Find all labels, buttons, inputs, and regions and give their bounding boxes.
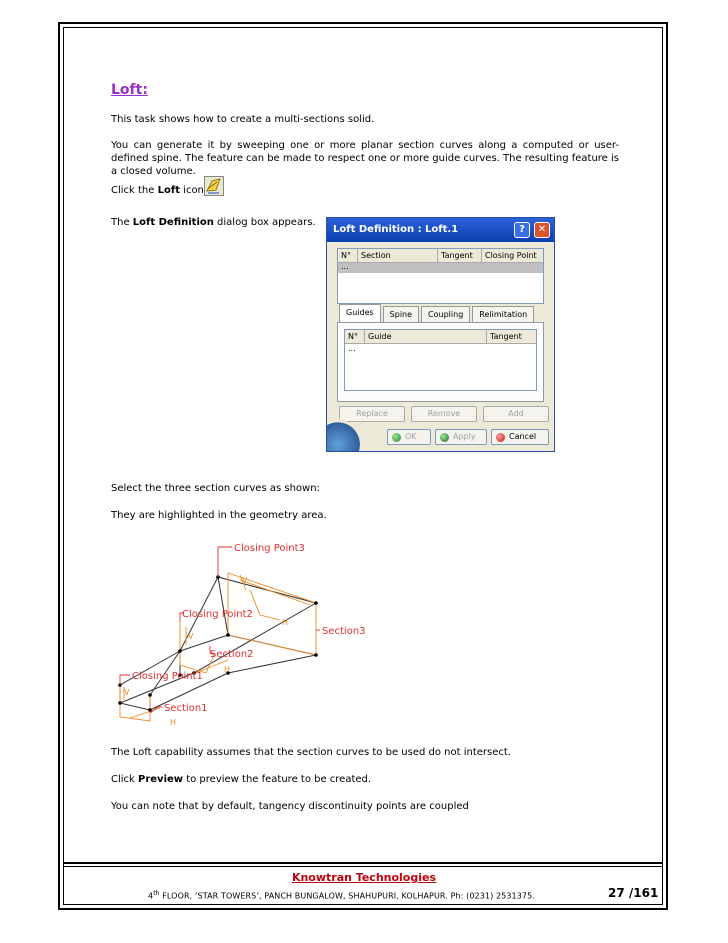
- col-tangent: Tangent: [438, 249, 482, 262]
- tab-relimitation[interactable]: Relimitation: [472, 306, 534, 322]
- col-guide-tangent: Tangent: [490, 332, 522, 341]
- tab-coupling[interactable]: Coupling: [421, 306, 470, 322]
- dialog-decoration: [327, 418, 363, 451]
- tab-bar: [339, 306, 536, 322]
- label-section1: Section1: [164, 703, 208, 714]
- section-list-header: [338, 249, 543, 263]
- ok-button[interactable]: [387, 429, 431, 445]
- footer-rule: [63, 862, 663, 864]
- select-instruction: Select the three section curves as shown:: [111, 483, 320, 494]
- guide-list[interactable]: [344, 329, 537, 391]
- section-title: Loft:: [111, 82, 148, 98]
- label-h-section1: H: [170, 718, 177, 727]
- footer-company: Knowtran Technologies: [291, 871, 437, 884]
- guide-list-header: [345, 330, 536, 344]
- apply-icon: [440, 433, 449, 442]
- remove-button[interactable]: Remove: [411, 406, 477, 422]
- guides-panel: [337, 322, 544, 402]
- dialog-appears-prefix: The: [111, 217, 133, 228]
- click-loft-suffix: icon: [179, 185, 204, 196]
- label-v-section3: V: [242, 576, 248, 585]
- footer-rule-thin: [63, 866, 663, 867]
- label-section3: Section3: [322, 626, 366, 637]
- label-h-section3: H: [282, 618, 289, 627]
- footer-address: [148, 890, 535, 901]
- cancel-icon: [496, 433, 505, 442]
- dialog-buttons: [387, 429, 549, 445]
- section-curves-figure: [110, 535, 370, 735]
- apply-button[interactable]: [435, 429, 487, 445]
- intersect-note: The Loft capability assumes that the section curves to be used do not intersect.: [111, 747, 511, 758]
- apply-label: Apply: [453, 432, 476, 441]
- add-button[interactable]: Add: [483, 406, 549, 422]
- preview-prefix: Click: [111, 774, 139, 785]
- address-floor-number: 4: [148, 891, 154, 901]
- intro-paragraph: This task shows how to create a multi-sections solid.: [111, 114, 375, 125]
- preview-suffix: to preview the feature to be created.: [183, 774, 372, 785]
- preview-bold: Preview: [138, 774, 184, 785]
- label-closing-point1: Closing Point1: [132, 671, 203, 682]
- section-list-row[interactable]: ...: [338, 263, 543, 273]
- col-guide: Guide: [365, 330, 487, 343]
- guide-list-row[interactable]: ...: [348, 344, 356, 353]
- ok-icon: [392, 433, 401, 442]
- label-v-section1: V: [124, 688, 130, 697]
- col-section: Section: [358, 249, 438, 262]
- section-list[interactable]: [337, 248, 544, 304]
- preview-line: [111, 773, 619, 786]
- click-loft-line: [111, 184, 619, 197]
- tab-spine[interactable]: Spine: [383, 306, 419, 322]
- col-number: N°: [338, 249, 358, 262]
- edge-bottom-right: [150, 655, 316, 710]
- list-buttons: [339, 406, 549, 422]
- ok-label: OK: [405, 432, 417, 441]
- cancel-label: Cancel: [509, 432, 537, 441]
- loft-definition-dialog: [326, 217, 555, 452]
- label-closing-point3: Closing Point3: [234, 543, 305, 554]
- tangency-note: You can note that by default, tangency discontinuity points are coupled: [111, 801, 469, 812]
- highlight-note: They are highlighted in the geometry area.: [111, 510, 327, 521]
- address-floor-suffix: th: [153, 890, 160, 897]
- address-rest: FLOOR, ‘STAR TOWERS’, PANCH BUNGALOW, SHAHUPURI, KOLHAPUR. Ph: (0231) 2531375.: [159, 891, 535, 901]
- tab-guides[interactable]: Guides: [339, 304, 381, 322]
- description-paragraph: You can generate it by sweeping one or more planar section curves along a computed or user-defined spine. The feature can be made to respect one or more guide curves. The resulting feature is a closed volume.: [111, 140, 619, 177]
- section2-curve: [180, 621, 214, 673]
- dialog-appears-suffix: dialog box appears.: [213, 217, 316, 228]
- dialog-title: Loft Definition : Loft.1: [333, 224, 459, 235]
- col-closing-point: Closing Point: [485, 251, 537, 260]
- replace-button[interactable]: Replace: [339, 406, 405, 422]
- label-section2: Section2: [210, 649, 254, 660]
- click-loft-prefix: Click the: [111, 185, 158, 196]
- cancel-button[interactable]: [491, 429, 549, 445]
- help-button[interactable]: ?: [514, 222, 530, 238]
- close-button[interactable]: ✕: [534, 222, 550, 238]
- loft-icon: [204, 176, 224, 196]
- label-v-section2: V: [188, 632, 194, 641]
- label-closing-point2: Closing Point2: [182, 609, 253, 620]
- col-guide-number: N°: [345, 330, 365, 343]
- dialog-titlebar: [327, 218, 554, 242]
- click-loft-bold: Loft: [157, 185, 180, 196]
- page-number: 27 /161: [608, 886, 659, 900]
- dialog-appears-bold: Loft Definition: [132, 217, 214, 228]
- label-h-section2: H: [224, 665, 231, 674]
